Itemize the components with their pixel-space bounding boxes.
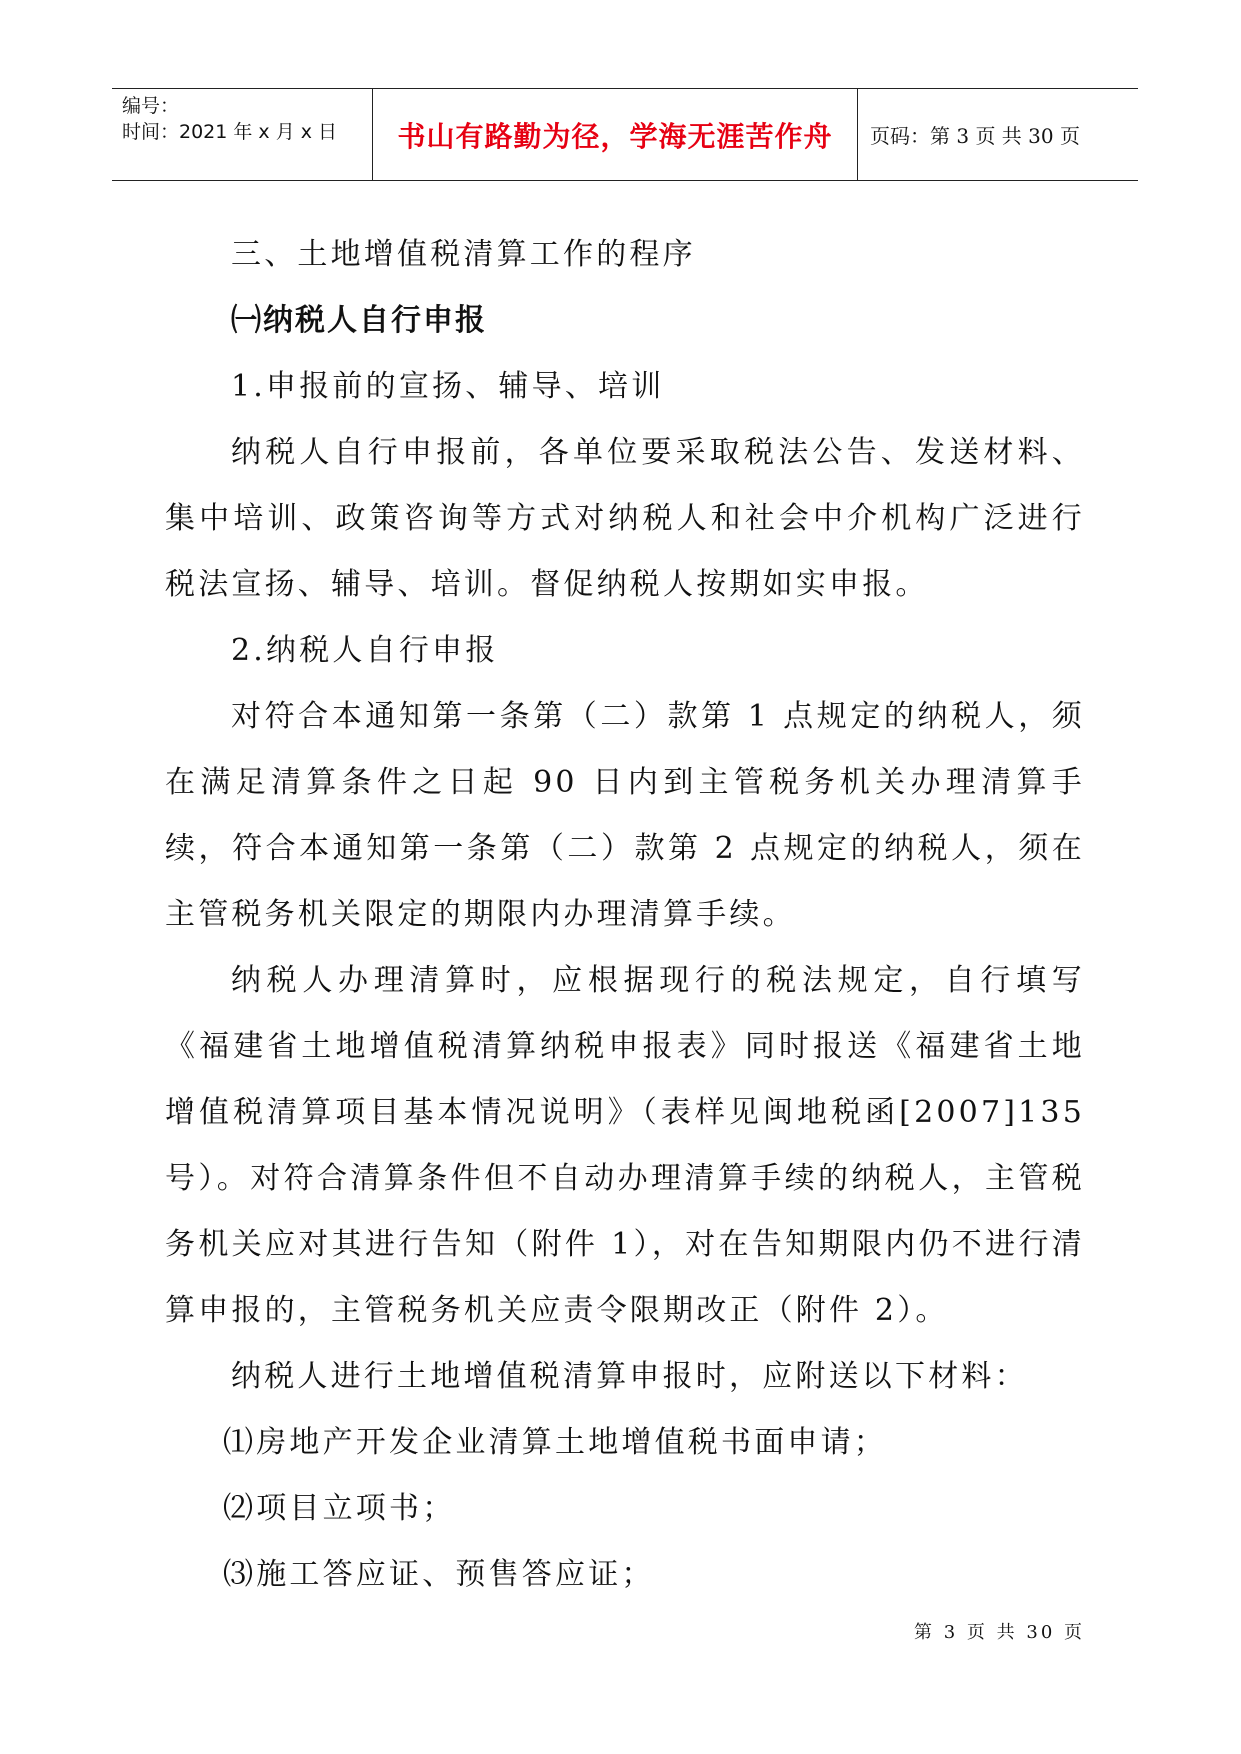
paragraph-2: 对符合本通知第一条第（二）款第 1 点规定的纳税人，须在满足清算条件之日起 90 日内到主管税务机关办理清算手续，符合本通知第一条第（二）款第 2 点规定的纳税人，须在主管税务机关限定的期限内办理清算手续。 <box>165 699 1085 932</box>
header-meta <box>112 89 373 180</box>
list-item: ⑵项目立项书； <box>223 1491 456 1526</box>
paragraph-1: 纳税人自行申报前，各单位要采取税法公告、发送材料、集中培训、政策咨询等方式对纳税人和社会中介机构广泛进行税法宣扬、辅导、培训。督促纳税人按期如实申报。 <box>165 435 1085 602</box>
page-footer: 第 3 页 共 30 页 <box>914 1622 1085 1643</box>
section-title: 三、土地增值税清算工作的程序 <box>231 237 696 272</box>
paragraph-3: 纳税人办理清算时，应根据现行的税法规定，自行填写《福建省土地增值税清算纳税申报表》同时报送《福建省土地增值税清算项目基本情况说明》（表样见闽地税函[2007]135 号）。对符合清算条件但不自动办理清算手续的纳税人，主管税务机关应对其进行告知（附件 1），对在告知期限内仍不进行清算申报的，主管税务机关应责令限期改正（附件 2）。 <box>165 963 1085 1328</box>
document-header <box>112 88 1138 181</box>
header-page-info: 页码：第 3 页 共 30 页 <box>870 124 1080 148</box>
item-2-title: 2.纳税人自行申报 <box>231 633 499 668</box>
list-item: ⑴房地产开发企业清算土地增值税书面申请； <box>223 1425 887 1460</box>
paragraph-4: 纳税人进行土地增值税清算申报时，应附送以下材料： <box>231 1359 1028 1394</box>
document-time-label: 时间：2021 年 x 月 x 日 <box>122 121 338 143</box>
list-item: ⑶施工答应证、预售答应证； <box>223 1557 655 1592</box>
item-1-title: 1.申报前的宣扬、辅导、培训 <box>231 369 665 404</box>
document-body <box>165 222 1085 1608</box>
header-motto: 书山有路勤为径，学海无涯苦作舟 <box>373 89 858 180</box>
document-number-label: 编号： <box>122 95 180 117</box>
subsection-title: ㈠纳税人自行申报 <box>231 303 487 338</box>
